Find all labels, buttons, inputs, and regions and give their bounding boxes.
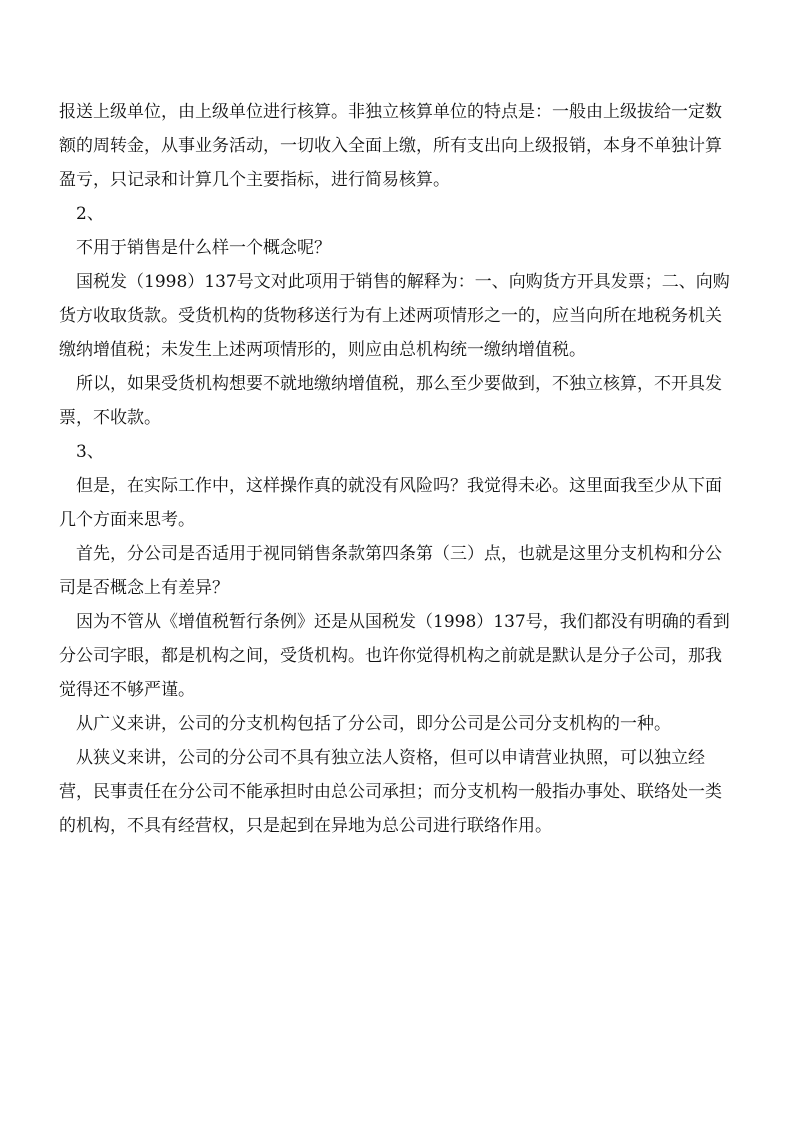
paragraph-question: 不用于销售是什么样一个概念呢？ <box>76 238 331 258</box>
paragraph-tax-notice: 国税发（1998）137号文对此项用于销售的解释为：一、向购货方开具发票；二、向购货方收取货款。受货机构的货物移送行为有上述两项情形之一的，应当向所在地税务机关缴纳增值税；未发生上述两项情形的，则应由总机构统一缴纳增值税。 <box>59 272 730 360</box>
paragraph-continuation: 报送上级单位，由上级单位进行核算。非独立核算单位的特点是：一般由上级拔给一定数额的周转金，从事业务活动，一切收入全面上缴，所有支出向上级报销，本身不单独计算盈亏，只记录和计算几个主要指标，进行简易核算。 <box>59 102 722 190</box>
document-body <box>59 95 735 843</box>
paragraph-broad-sense: 从广义来讲，公司的分支机构包括了分公司，即分公司是公司分支机构的一种。 <box>76 714 671 734</box>
section-number-2: 2、 <box>76 204 104 224</box>
paragraph-regulation: 因为不管从《增值税暂行条例》还是从国税发（1998）137号，我们都没有明确的看到分公司字眼，都是机构之间，受货机构。也许你觉得机构之前就是默认是分子公司，那我觉得还不够严谨。 <box>59 612 730 700</box>
paragraph-risk: 但是，在实际工作中，这样操作真的就没有风险吗？我觉得未必。这里面我至少从下面几个方面来思考。 <box>59 476 722 530</box>
section-number-3: 3、 <box>76 442 104 462</box>
paragraph-conclusion: 所以，如果受货机构想要不就地缴纳增值税，那么至少要做到，不独立核算，不开具发票，不收款。 <box>59 374 722 428</box>
paragraph-first-point: 首先，分公司是否适用于视同销售条款第四条第（三）点，也就是这里分支机构和分公司是否概念上有差异？ <box>59 544 722 598</box>
paragraph-narrow-sense: 从狭义来讲，公司的分公司不具有独立法人资格，但可以申请营业执照，可以独立经营，民事责任在分公司不能承担时由总公司承担；而分支机构一般指办事处、联络处一类的机构，不具有经营权，只是起到在异地为总公司进行联络作用。 <box>59 748 722 836</box>
